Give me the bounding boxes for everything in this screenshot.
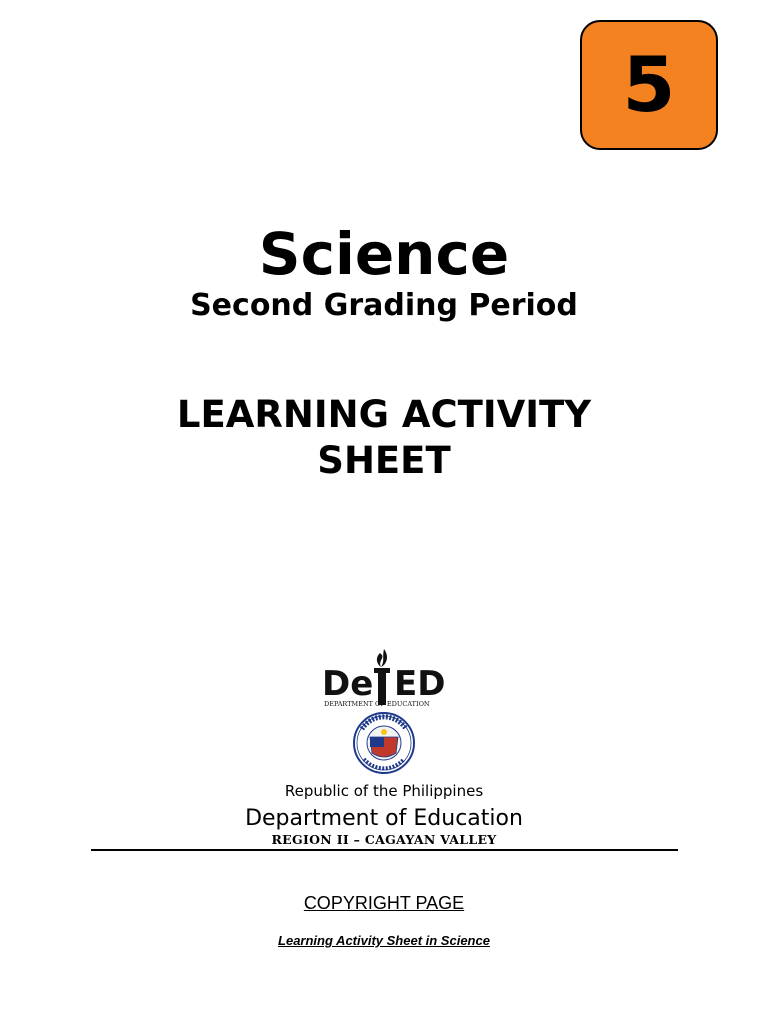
document-title-line-1: LEARNING ACTIVITY: [176, 393, 592, 436]
department-name: Department of Education: [245, 806, 523, 831]
region-label: REGION II – CAGAYAN VALLEY: [271, 832, 497, 847]
deped-logo: [318, 645, 458, 775]
document-title: [0, 392, 768, 484]
grade-level-number: 5: [622, 40, 676, 129]
copyright-heading: COPYRIGHT PAGE: [303, 893, 465, 913]
divider-line: [91, 849, 678, 851]
document-title-line-2: SHEET: [317, 439, 451, 482]
grading-period: Second Grading Period: [190, 288, 578, 323]
subject-title: Science: [258, 220, 510, 288]
svg-text:ED: ED: [394, 664, 446, 704]
svg-text:DEPARTMENT OF EDUCATION: DEPARTMENT OF EDUCATION: [324, 700, 430, 708]
sheet-label: Learning Activity Sheet in Science: [278, 933, 490, 948]
torch-icon: [374, 649, 390, 705]
svg-text:De: De: [322, 664, 374, 704]
deped-logo-graphic: [318, 645, 458, 775]
republic-label: Republic of the Philippines: [284, 782, 484, 800]
grade-level-badge: [580, 20, 718, 150]
deped-wordmark: [322, 649, 445, 708]
deped-seal-icon: [354, 713, 414, 773]
